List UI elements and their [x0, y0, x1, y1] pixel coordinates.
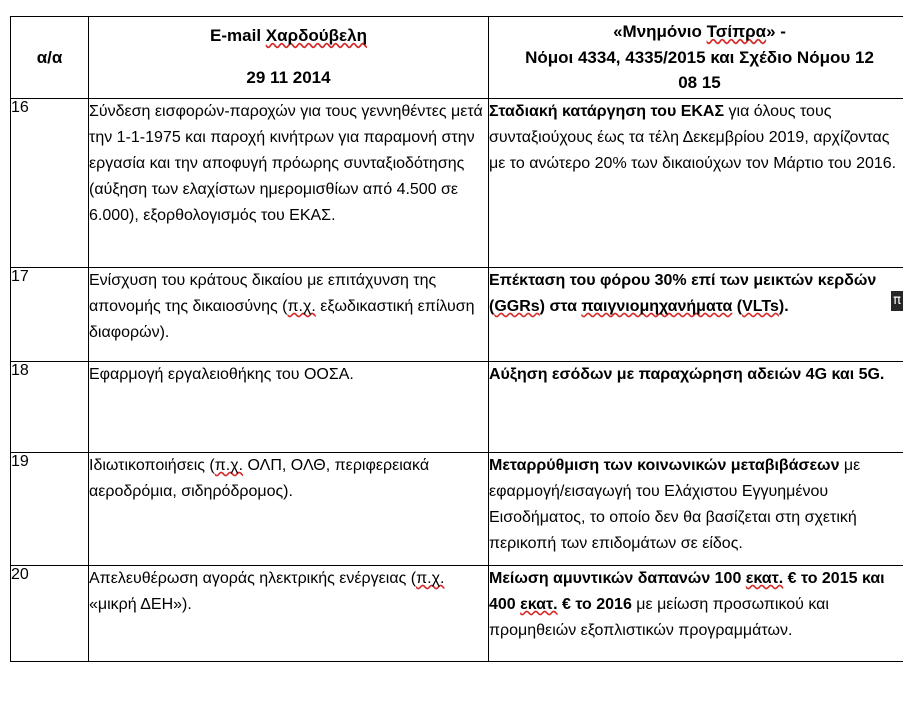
row-right-part-1: Μείωση αμυντικών δαπανών 100: [489, 570, 746, 587]
header-left-title: E-mail Χαρδούβελη: [210, 26, 367, 46]
row-left-part-2: «μικρή ΔΕΗ»).: [89, 595, 192, 613]
row-left-misspelled: π.χ.: [416, 570, 445, 587]
row-number: 16: [11, 99, 89, 268]
row-left-content: Σύνδεση εισφορών-παροχών για τους γεννηθέντες μετά την 1-1-1975 και παροχή κινήτρων για παραμονή στην εργασία και την αποφυγή πρόωρης συνταξιοδότησης (αύξηση των ελαχίστων ημερομισθίων από 4.500 σε 6.000), εξορθολογισμός του ΕΚΑΣ.: [89, 99, 489, 268]
row-right-part-2: ) στα: [539, 297, 582, 315]
row-left-content: [89, 268, 489, 362]
header-cell-right: [489, 17, 903, 99]
row-right-emphasis: [489, 272, 876, 315]
row-number: 20: [11, 566, 89, 662]
row-left-misspelled: π.χ.: [287, 297, 316, 315]
row-number: 19: [11, 453, 89, 566]
row-right-rest: με μείωση προσωπικού και προμηθειών εξοπλιστικών προγραμμάτων.: [489, 595, 829, 639]
row-right-content: [489, 268, 903, 362]
row-right-emphasis: Αύξηση εσόδων με παραχώρηση αδειών 4G και 5G.: [489, 366, 885, 383]
row-right-misspelled-2: παιγνιομηχανήματα: [581, 297, 733, 315]
row-right-content: [489, 99, 903, 268]
header-right-line-1: «Μνημόνιο Τσίπρα» -: [613, 22, 786, 42]
table-row: [11, 566, 903, 662]
table-row: [11, 362, 903, 453]
header-left-subtitle: 29 11 2014: [246, 68, 331, 87]
row-left-part-1: Ενίσχυση του κράτους δικαίου με επιτάχυνση της απονομής της δικαιοσύνης (: [89, 272, 437, 315]
header-left-block: [89, 22, 488, 92]
header-right-misspelled: Τσίπρα: [706, 22, 767, 42]
row-right-misspelled-3: VLTs: [742, 297, 779, 315]
row-right-emphasis: Σταδιακή κατάργηση του ΕΚΑΣ: [489, 103, 725, 120]
row-number: 18: [11, 362, 89, 453]
row-number: 17: [11, 268, 89, 362]
row-right-content: [489, 362, 903, 453]
row-right-content: [489, 566, 903, 662]
comparison-table: [10, 16, 903, 662]
header-left-title-misspelled: Χαρδούβελη: [265, 26, 367, 46]
row-right-part-3: (: [732, 297, 743, 315]
row-left-part-2: εξωδικαστική επίλυση διαφορών).: [89, 297, 475, 341]
row-right-rest: με εφαρμογή/εισαγωγή του Ελάχιστου Εγγυημένου Εισοδήματος, το οποίο δεν θα βασίζεται στη σχετική περικοπή των επιδομάτων σε είδος.: [489, 457, 861, 552]
header-cell-left: [89, 17, 489, 99]
row-right-part-3: € το 2016: [557, 595, 632, 613]
row-right-misspelled-2: εκατ.: [520, 595, 558, 613]
table-row: [11, 453, 903, 566]
row-right-content: [489, 453, 903, 566]
edge-marker-artifact: π: [891, 291, 903, 311]
row-left-part-1: Απελευθέρωση αγοράς ηλεκτρικής ενέργειας (: [89, 570, 417, 587]
row-left-misspelled: π.χ.: [214, 457, 244, 474]
row-left-part-2: ΟΛΠ, ΟΛΘ, περιφερειακά αεροδρόμια, σιδηρόδρομος).: [89, 457, 430, 500]
row-right-emphasis: Μεταρρύθμιση των κοινωνικών μεταβιβάσεων: [489, 457, 840, 474]
row-left-content: Εφαρμογή εργαλειοθήκης του ΟΟΣΑ.: [89, 362, 489, 453]
row-left-part-1: Ιδιωτικοποιήσεις (: [89, 457, 215, 474]
row-left-content: [89, 566, 489, 662]
header-cell-index: [11, 17, 89, 99]
header-right-line-3: 08 15: [678, 73, 721, 93]
row-left-content: [89, 453, 489, 566]
header-right-line-2: Νόμοι 4334, 4335/2015 και Σχέδιο Νόμου 12: [525, 47, 874, 67]
row-right-misspelled-1: GGRs: [494, 297, 540, 315]
row-right-part-4: ).: [778, 297, 789, 315]
table-header-row: [11, 17, 903, 99]
row-right-misspelled-1: εκατ.: [745, 570, 784, 587]
header-right-block: [489, 17, 903, 98]
row-right-part-2: € το 2015 και 400: [489, 570, 885, 613]
header-index-label: α/α: [36, 47, 63, 67]
table-row: [11, 268, 903, 362]
row-right-rest: για όλους τους συνταξιούχους έως τα τέλη Δεκεμβρίου 2019, αρχίζοντας με το ανώτερο 20% των δικαιούχων τον Μάρτιο του 2016.: [489, 103, 897, 172]
table-row: [11, 99, 903, 268]
row-right-part-1: Επέκταση του φόρου 30% επί των μεικτών κερδών (: [489, 272, 877, 315]
